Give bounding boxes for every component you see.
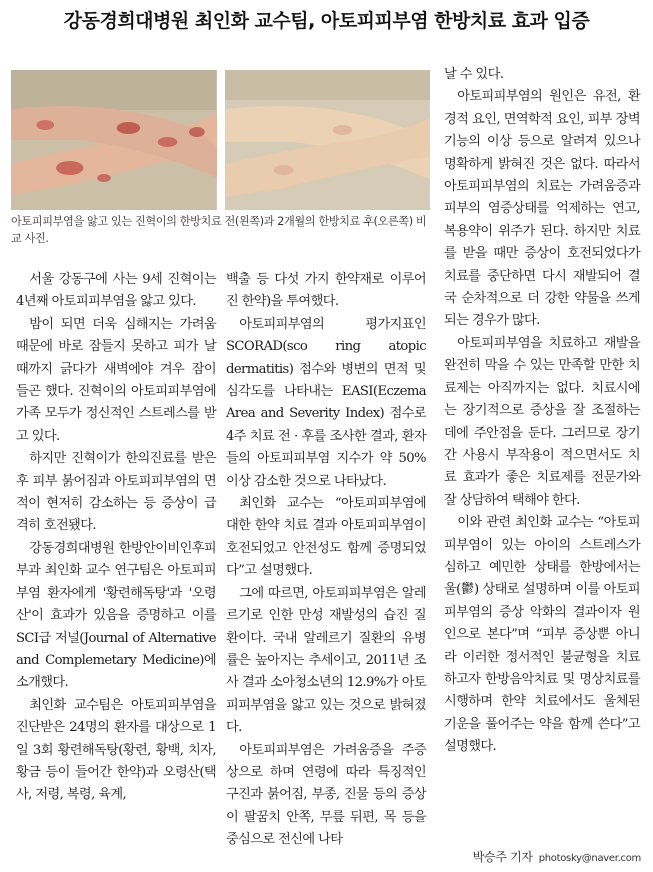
- paragraph: 아토피피부염의 평가지표인 SCORAD(sco ring atopic dermatitis) 점수와 병변의 면적 및 심각도를 나타내는 EASI(Eczema Area and Severity Index) 점수로 4주 치료 전 · 후를 조사한 결과, 환자들의 아토피피부염 지수가 약 50% 이상 감소한 것으로 나타났다.: [226, 316, 426, 489]
- reporter-name: 박승주 기자: [472, 850, 533, 864]
- paragraph: 그에 따르면, 아토피피부염은 알레르기로 인한 만성 재발성의 습진 질환이다. 국내 알레르기 질환의 유병률은 높아지는 추세이고, 2011년 조사 결과 소아청소년의 12.9%가 아토피피부염을 앓고 있는 것으로 밝혀졌다.: [226, 585, 426, 736]
- paragraph: 서울 강동구에 사는 9세 진혁이는 4년째 아토피피부염을 앓고 있다.: [16, 272, 216, 310]
- article-column-3: [444, 64, 640, 759]
- photo-caption: 아토피피부염을 앓고 있는 진혁이의 한방치료 전(왼쪽)과 2개월의 한방치료 후(오른쪽) 비교 사진.: [11, 215, 427, 245]
- paragraph: 최인화 교수는 “아토피피부염에 대한 한약 치료 결과 아토피피부염이 호전되었고 안전성도 함께 증명되었다”고 설명했다.: [226, 496, 426, 579]
- paragraph: 이와 관련 최인화 교수는 “아토피피부염이 있는 아이의 스트레스가 심하고 예민한 상태를 한방에서는 울(鬱) 상태로 설명하며 이를 아토피피부염의 증상 악화의 결과이자 원인으로 본다”며 “피부 증상뿐 아니라 이러한 정서적인 불균형을 치료하고자 한방음악치료 및 명상치료를 시행하며 한약 치료에서도 울체된 기운을 풀어주는 약을 함께 쓴다”고 설명했다.: [444, 515, 640, 755]
- byline: [473, 848, 641, 865]
- paragraph: 백출 등 다섯 가지 한약재로 이루어진 한약)을 투여했다.: [226, 272, 426, 310]
- paragraph: 아토피피부염은 가려움증을 주증상으로 하며 연령에 따라 특징적인 구진과 붉어짐, 부종, 진물 등의 증상이 팔꿈치 안쪽, 무릎 뒤편, 목 등을 중심으로 전신에 나타: [226, 742, 426, 848]
- paragraph: 날 수 있다.: [444, 67, 504, 82]
- headline: 강동경희대병원 최인화 교수팀, 아토피피부염 한방치료 효과 입증: [63, 10, 590, 32]
- photo-after-treatment: [225, 70, 431, 210]
- paragraph: 강동경희대병원 한방안이비인후피부과 최인화 교수 연구팀은 아토피피부염 환자에게 '황련해독탕'과 '오령산'이 효과가 있음을 증명하고 이를 SCI급 저널(Journal of Alternative and Complemetary Medicine)에 소개했다.: [16, 540, 216, 691]
- paragraph: 하지만 진혁이가 한의진료를 받은 후 피부 붉어짐과 아토피피부염의 면적이 현저히 감소하는 등 증상이 급격히 호전됐다.: [16, 451, 216, 534]
- paragraph: 아토피피부염을 치료하고 재발을 완전히 막을 수 있는 만족할 만한 치료제는 아직까지는 없다. 치료시에는 장기적으로 증상을 잘 조절하는 데에 주안점을 둔다. 그러므로 장기간 사용시 부작용이 적으면서도 치료 효과가 좋은 치료제를 전문가와 잘 상담하여 택해야 한다.: [444, 335, 640, 508]
- comparison-photo: [11, 70, 430, 210]
- article-column-1: [16, 269, 216, 807]
- article-column-2: [226, 269, 426, 852]
- photo-before-treatment: [11, 70, 217, 210]
- paragraph: 밤이 되면 더욱 심해지는 가려움 때문에 바로 잠들지 못하고 피가 날 때까지 긁다가 새벽에야 겨우 잠이 들곤 했다. 진혁이의 아토피피부염에 가족 모두가 정신적인 스트레스를 받고 있다.: [16, 316, 216, 444]
- paragraph: 최인화 교수팀은 아토피피부염을 진단받은 24명의 환자를 대상으로 1일 3회 황련해독탕(황련, 황백, 치자, 황금 등이 들어간 한약)과 오령산(택사, 저령, 복령, 육계,: [16, 697, 216, 803]
- paragraph: 아토피피부염의 원인은 유전, 환경적 요인, 면역학적 요인, 피부 장벽 기능의 이상 등으로 알려져 있으나 명확하게 밝혀진 것은 없다. 따라서 아토피피부염의 치료는 가려움증과 피부의 염증상태를 억제하는 연고, 복용약이 위주가 된다. 하지만 치료를 받을 때만 증상이 호전되었다가 치료를 중단하면 다시 재발되어 결국 순차적으로 더 강한 약물을 쓰게 되는 경우가 많다.: [444, 89, 640, 329]
- reporter-email[interactable]: photosky@naver.com: [538, 853, 641, 864]
